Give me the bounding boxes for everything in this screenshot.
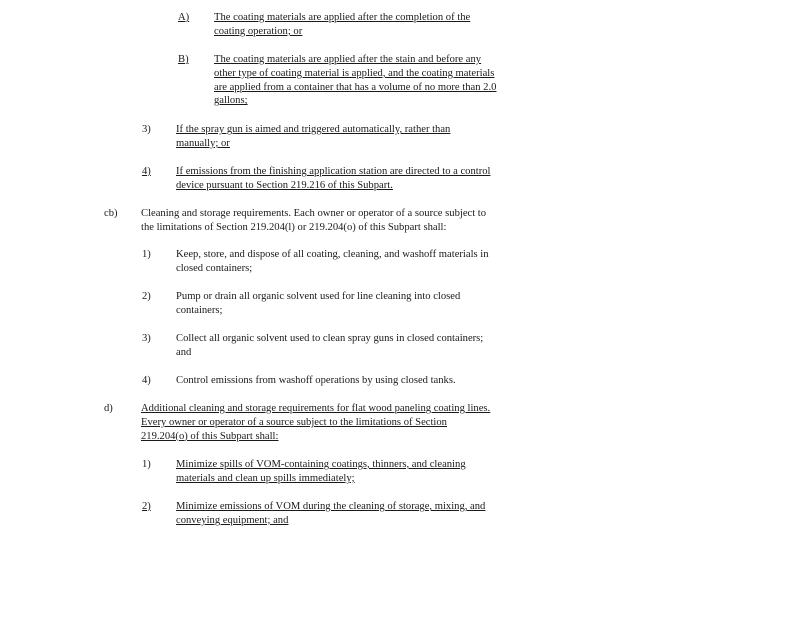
item-label: 2) (142, 291, 151, 302)
item-label: 4) (142, 166, 151, 177)
item-label: 1) (142, 249, 151, 260)
item-label: 2) (142, 501, 151, 512)
item-text: Keep, store, and dispose of all coating, cleaning, and washoff materials in closed containers; (176, 249, 489, 274)
item-text: If emissions from the finishing application station are directed to a control device pursuant to Section 219.216 of this Subpart. (176, 166, 491, 191)
item-text: Control emissions from washoff operations by using closed tanks. (176, 375, 456, 386)
item-text: The coating materials are applied after the stain and before any other type of coating material is applied, and the coating materials are applied from a container that has a volume of no more than 2.0 gallons; (214, 54, 497, 107)
item-text: The coating materials are applied after the completion of the coating operation; or (214, 12, 471, 37)
item-text: Collect all organic solvent used to clean spray guns in closed containers; and (176, 333, 484, 358)
item-label: 1) (142, 459, 151, 470)
item-label: 3) (142, 333, 151, 344)
item-text: Minimize spills of VOM-containing coatings, thinners, and cleaning materials and clean up spills immediately; (176, 459, 466, 484)
section-text: Additional cleaning and storage requirements for flat wood paneling coating lines. Every owner or operator of a source subject to the limitations of Section 219.204(o) of this Subpart shall: (141, 403, 491, 442)
item-text: If the spray gun is aimed and triggered automatically, rather than manually; or (176, 124, 451, 149)
item-text: Pump or drain all organic solvent used for line cleaning into closed containers; (176, 291, 461, 316)
item-text: Minimize emissions of VOM during the cleaning of storage, mixing, and conveying equipment; and (176, 501, 486, 526)
section-label: cb) (104, 208, 118, 219)
item-label: 4) (142, 375, 151, 386)
item-label: B) (178, 54, 189, 65)
section-text: Cleaning and storage requirements. Each owner or operator of a source subject to the limitations of Section 219.204(l) or 219.204(o) of this Subpart shall: (141, 208, 487, 233)
section-label: d) (104, 403, 113, 414)
item-label: A) (178, 12, 190, 23)
item-label: 3) (142, 124, 151, 135)
